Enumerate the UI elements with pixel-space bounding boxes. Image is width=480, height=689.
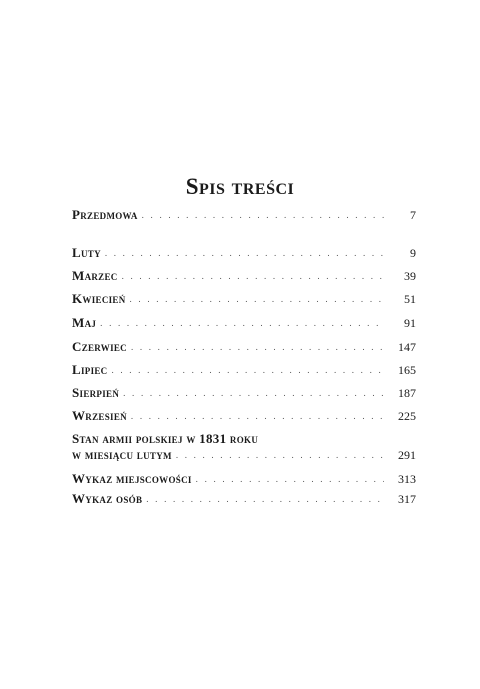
toc-entry-label: Wrzesień [72,408,127,423]
toc-leader-dots [130,291,384,307]
page-title: Spis treści [185,174,295,199]
toc-entry-czerwiec[interactable] [72,339,416,356]
toc-entry-lipiec[interactable] [72,362,416,379]
toc-entry-stan-armii[interactable] [72,431,416,464]
toc-entry-luty[interactable] [72,245,416,262]
toc-leader-dots [146,491,384,507]
toc-entry-label: Sierpień [72,385,120,400]
toc-entry-page: 187 [398,386,416,400]
toc-entry-label: Czerwiec [72,339,127,354]
toc-entry-page: 313 [398,472,416,486]
toc-entry-page: 39 [404,269,416,283]
toc-entry-label: Przedmowa [72,207,138,222]
toc-entry-label-line2: w miesiącu lutym [72,447,172,462]
toc-entry-marzec[interactable] [72,268,416,285]
toc-entry-label: Maj [72,315,97,330]
toc-entry-page: 291 [398,448,416,462]
toc-leader-dots [100,315,384,331]
toc-leader-dots [176,447,384,463]
toc-entry-page: 91 [404,316,416,330]
toc-entry-page: 51 [404,292,416,306]
toc-leader-dots [111,362,384,378]
toc-entry-label: Lipiec [72,362,108,377]
toc-entry-wykaz-osob[interactable] [72,491,416,508]
toc-entry-przedmowa[interactable] [72,207,416,224]
toc-leader-dots [131,408,384,424]
toc-entry-label: Kwiecień [72,291,126,306]
toc-entry-page: 9 [410,246,416,260]
toc-entry-page: 225 [398,409,416,423]
toc-entry-label-line1: Stan armii polskiej w 1831 roku [72,431,259,446]
toc-entry-label: Luty [72,245,101,260]
toc-entry-wrzesien[interactable] [72,408,416,425]
toc-leader-dots [122,268,384,284]
toc-entry-maj[interactable] [72,315,416,332]
toc-leader-dots [142,207,384,223]
toc-entry-kwiecien[interactable] [72,291,416,308]
toc-entry-page: 147 [398,340,416,354]
toc-leader-dots [105,245,384,261]
toc-entry-label: Wykaz miejscowości [72,471,192,486]
toc-leader-dots [196,471,384,487]
toc-entry-label: Marzec [72,268,118,283]
toc-entry-page: 165 [398,363,416,377]
toc-leader-dots [123,385,384,401]
toc-entry-page: 317 [398,492,416,506]
toc-entry-page: 7 [410,208,416,222]
toc-entry-sierpien[interactable] [72,385,416,402]
toc-entry-label: Wykaz osób [72,491,143,506]
toc-leader-dots [131,339,384,355]
toc-entry-wykaz-miejscowosci[interactable] [72,471,416,488]
